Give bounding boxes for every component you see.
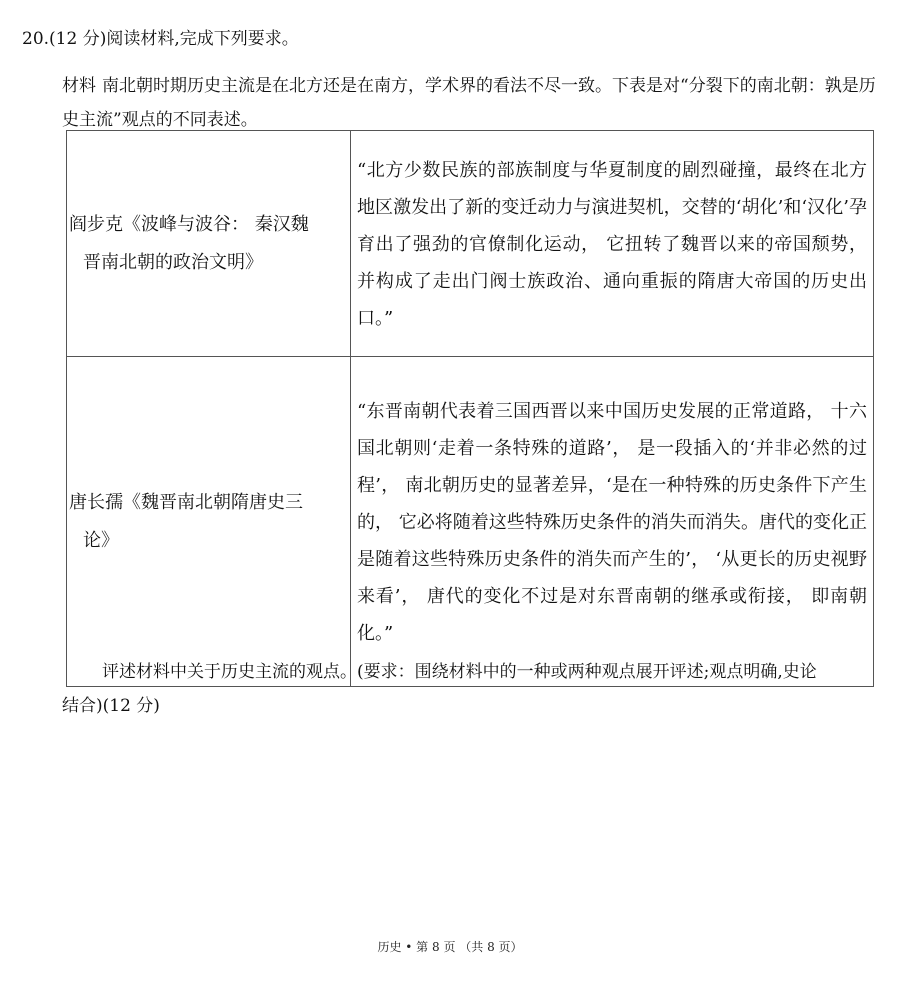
- author-line-1: 阎步克《波峰与波谷： 秦汉魏: [69, 213, 309, 235]
- page-footer: 历史 • 第 8 页 （共 8 页）: [377, 940, 523, 954]
- table-row: [67, 357, 874, 687]
- material-intro: [62, 69, 888, 137]
- question-header: 20.(12 分)阅读材料,完成下列要求。: [22, 29, 299, 49]
- quote-cell: “北方少数民族的部族制度与华夏制度的剧烈碰撞，最终在北方地区激发出了新的变迁动力与演进契机，交替的‘胡化’和‘汉化’孕育出了强劲的官僚制化运动， 它扭转了魏晋以来的帝国颓势， 并构成了走出门阀士族政治、通向重振的隋唐大帝国的历史出口。”: [351, 131, 874, 357]
- author-cell: [67, 357, 351, 687]
- author-line-2: 晋南北朝的政治文明》: [83, 251, 263, 273]
- quote-cell: “东晋南朝代表着三国西晋以来中国历史发展的正常道路， 十六国北朝则‘走着一条特殊的道路’， 是一段插入的‘并非必然的过程’， 南北朝历史的显著差异，‘是在一种特殊的历史条件下产生的， 它必将随着这些特殊历史条件的消失而消失。唐代的变化正是随着这些特殊历史条件的消失而产生的’， ‘从更长的历史视野来看’， 唐代的变化不过是对东晋南朝的继承或衔接， 即南朝化。”: [351, 357, 874, 687]
- task-instructions: [62, 655, 888, 723]
- author-cell: [67, 131, 351, 357]
- table-row: [67, 131, 874, 357]
- task-line-1: 评述材料中关于历史主流的观点。(要求：围绕材料中的一种或两种观点展开评述;观点明确,史论: [102, 662, 817, 682]
- author-line-1: 唐长孺《魏晋南北朝隋唐史三: [69, 491, 303, 513]
- material-text: 南北朝时期历史主流是在北方还是在南方，学术界的看法不尽一致。下表是对“分裂下的南北朝：孰是历史主流”观点的不同表述。: [62, 76, 876, 130]
- viewpoints-table: [66, 130, 874, 687]
- task-line-2: 结合)(12 分): [62, 696, 160, 716]
- material-label: 材料: [62, 76, 96, 96]
- author-line-2: 论》: [83, 529, 119, 551]
